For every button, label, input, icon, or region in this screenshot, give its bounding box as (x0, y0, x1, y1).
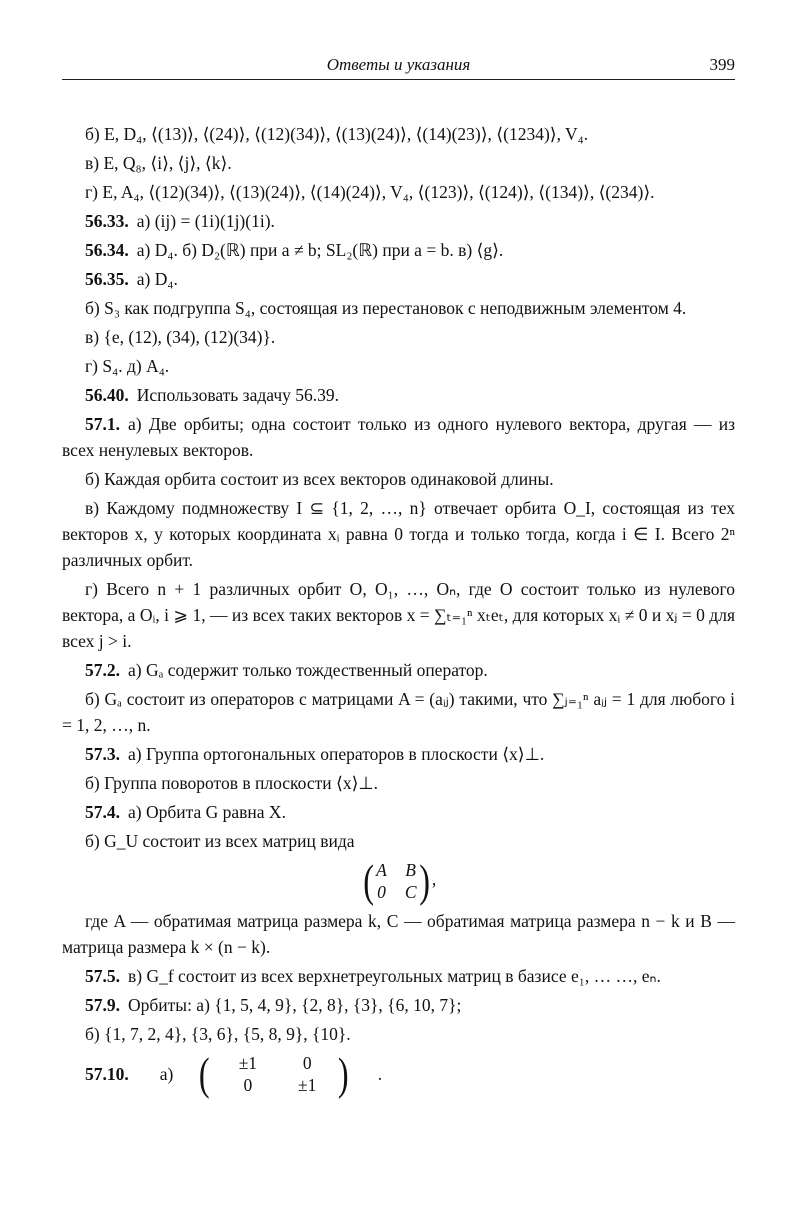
answer-text: б) Каждая орбита состоит из всех векторов одинаковой длины. (85, 469, 554, 489)
answer-text: в) Каждому подмножеству I ⊆ {1, 2, …, n} отвечает орбита O_I, состоящая из тех векторов x, у которых координата xᵢ равна 0 тогда и только тогда, когда i ∈ I. Всего 2ⁿ различных орбит. (62, 498, 735, 570)
problem-number: 56.35. (85, 269, 129, 289)
matrix-cell: ±1 (298, 1075, 317, 1095)
answer-text: а) Орбита G равна X. (128, 802, 286, 822)
answer-paragraph (62, 121, 735, 147)
answer-text: а) Две орбиты; одна состоит только из одного нулевого вектора, другая — из всех ненулевых векторов. (62, 414, 735, 460)
matrix-block: ( A B 0 C ) , (363, 855, 437, 906)
answer-text: а) (ij) = (1i)(1j)(1i). (136, 211, 275, 231)
answer-text: в) {e, (12), (34), (12)(34)}. (85, 327, 276, 347)
answer-text: г) E, A₄, ⟨(12)(34)⟩, ⟨(13)(24)⟩, ⟨(14)(24)⟩, V₄, ⟨(123)⟩, ⟨(124)⟩, ⟨(134)⟩, ⟨(234)⟩. (85, 182, 655, 202)
problem-number: 57.3. (85, 744, 120, 764)
matrix-cell: B (405, 860, 416, 880)
answer-text: а) Gₐ содержит только тождественный оператор. (128, 660, 488, 680)
answer-paragraph (62, 179, 735, 205)
answer-paragraph (62, 992, 735, 1018)
answer-text: а) D₄. (136, 269, 178, 289)
answer-text: б) Группа поворотов в плоскости ⟨x⟩⊥. (85, 773, 379, 793)
item-label: а) (159, 1064, 174, 1084)
matrix-suffix: . (377, 1064, 383, 1084)
answer-paragraph (62, 324, 735, 350)
answer-text: в) E, Q₈, ⟨i⟩, ⟨j⟩, ⟨k⟩. (85, 153, 232, 173)
answer-paragraph (62, 150, 735, 176)
answer-paragraph (62, 495, 735, 573)
matrix-cell: 0 (377, 882, 386, 902)
answer-text: Орбиты: а) {1, 5, 4, 9}, {2, 8}, {3}, {6, 10, 7}; (128, 995, 462, 1015)
problem-number: 56.33. (85, 211, 129, 231)
problem-number: 56.40. (85, 385, 129, 405)
answer-paragraph (62, 799, 735, 825)
answer-text: Использовать задачу 56.39. (136, 385, 339, 405)
answer-paragraph (62, 908, 735, 960)
running-header (62, 55, 735, 80)
answer-paragraph (62, 411, 735, 463)
answer-paragraph (62, 686, 735, 738)
answer-paragraph (62, 466, 735, 492)
answer-paragraph (62, 266, 735, 292)
answer-paragraph (62, 295, 735, 321)
answer-paragraph (62, 353, 735, 379)
answer-paragraph (62, 237, 735, 263)
answer-paragraph (62, 828, 735, 854)
answer-text: а) D₄. б) D₂(ℝ) при a ≠ b; SL₂(ℝ) при a = b. в) ⟨g⟩. (136, 240, 504, 260)
matrix-cell: A (376, 860, 387, 880)
matrix-cell: 0 (243, 1075, 253, 1095)
answer-text: а) Группа ортогональных операторов в плоскости ⟨x⟩⊥. (128, 744, 545, 764)
answer-paragraph (62, 741, 735, 767)
problem-number: 57.9. (85, 995, 120, 1015)
problem-number: 57.5. (85, 966, 120, 986)
answer-paragraph (62, 208, 735, 234)
answer-paragraph (62, 657, 735, 683)
page-number: 399 (709, 55, 735, 74)
matrix-suffix: , (431, 869, 437, 890)
problem-number: 57.2. (85, 660, 120, 680)
answer-text: б) S₃ как подгруппа S₄, состоящая из перестановок с неподвижным элементом 4. (85, 298, 687, 318)
answer-paragraph (62, 963, 735, 989)
answer-paragraph (62, 576, 735, 654)
matrix-cell: 0 (302, 1053, 312, 1073)
answer-text: г) S₄. д) A₄. (85, 356, 170, 376)
problem-number: 57.4. (85, 802, 120, 822)
answer-text: в) G_f состоит из всех верхнетреугольных матриц в базисе e₁, … …, eₙ. (128, 966, 661, 986)
answer-57-10: 57.10. а) ( ±1 0 0 ±1 ) . (62, 1051, 735, 1097)
answer-text: г) Всего n + 1 различных орбит O, O₁, …, Oₙ, где O состоит только из нулевого вектора, а Oᵢ, i ⩾ 1, — из всех таких векторов x = ∑ₜ₌₁ⁿ xₜeₜ, для которых xᵢ ≠ 0 и xⱼ = 0 для всех j > i. (62, 579, 735, 651)
page-body (62, 121, 735, 1097)
answer-text: б) {1, 7, 2, 4}, {3, 6}, {5, 8, 9}, {10}. (85, 1024, 351, 1044)
answer-paragraph (62, 770, 735, 796)
matrix-cell: C (404, 882, 417, 902)
matrix-cell: ±1 (238, 1053, 258, 1073)
problem-number: 57.10. (85, 1064, 129, 1084)
answer-text: б) Gₐ состоит из операторов с матрицами A = (aᵢⱼ) такими, что ∑ⱼ₌₁ⁿ aᵢⱼ = 1 для любого i = 1, 2, …, n. (62, 689, 735, 735)
problem-number: 57.1. (85, 414, 120, 434)
answer-paragraph (62, 382, 735, 408)
answer-paragraph (62, 1021, 735, 1047)
header-title: Ответы и указания (326, 55, 471, 74)
problem-number: 56.34. (85, 240, 129, 260)
answer-text: б) G_U состоит из всех матриц вида (85, 831, 355, 851)
answer-text: где A — обратимая матрица размера k, C — обратимая матрица размера n − k и B — матрица размера k × (n − k). (62, 911, 735, 957)
answer-text: б) E, D₄, ⟨(13)⟩, ⟨(24)⟩, ⟨(12)(34)⟩, ⟨(13)(24)⟩, ⟨(14)(23)⟩, ⟨(1234)⟩, V₄. (85, 124, 589, 144)
